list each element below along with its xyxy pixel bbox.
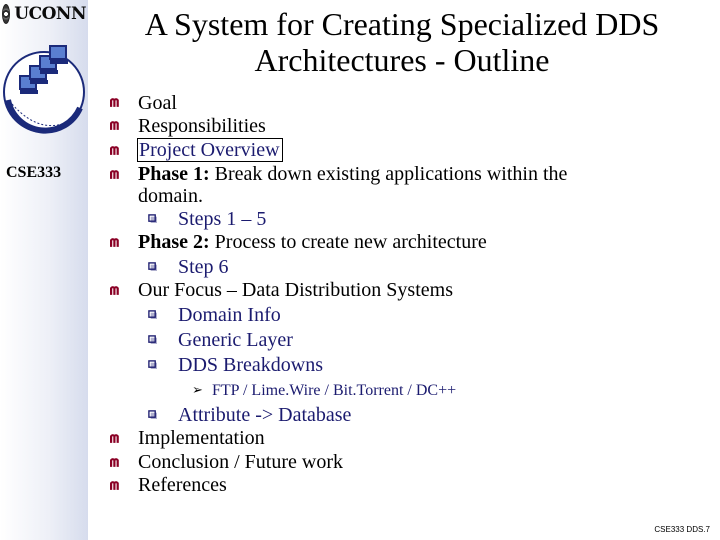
- sub-bullet-step-6: Step 6: [178, 256, 229, 278]
- sub-bullet-icon: [148, 262, 157, 271]
- sub-bullet-icon: [148, 310, 157, 319]
- computer-science-logo-icon: [2, 30, 86, 154]
- sub-bullet-icon: [148, 335, 157, 344]
- bullet-icon: [110, 97, 121, 108]
- slide-footer: CSE333 DDS.7: [654, 525, 710, 534]
- course-label: CSE333: [6, 164, 62, 181]
- sidebar: [0, 0, 88, 540]
- uconn-logo: [2, 2, 86, 26]
- bullet-phase-1: [138, 162, 567, 186]
- phase-1-label: Phase 1:: [138, 163, 210, 185]
- phase-2-text: Process to create new architecture: [209, 231, 487, 253]
- project-overview-link[interactable]: Project Overview: [137, 138, 283, 162]
- arrow-bullet-icon: ➢: [192, 382, 203, 397]
- sub-bullet-icon: [148, 360, 157, 369]
- sub-bullet-icon: [148, 214, 157, 223]
- sub-bullet-attribute-database: Attribute -> Database: [178, 404, 352, 426]
- bullet-implementation: Implementation: [138, 427, 265, 449]
- uconn-seal-icon: [2, 4, 10, 24]
- bullet-goal: Goal: [138, 92, 177, 114]
- sub-sub-bullet-ftp: FTP / Lime.Wire / Bit.Torrent / DC++: [212, 382, 457, 399]
- bullet-icon: [110, 237, 121, 248]
- sub-bullet-generic-layer: Generic Layer: [178, 329, 293, 351]
- phase-2-label: Phase 2:: [138, 231, 210, 253]
- bullet-icon: [110, 145, 121, 156]
- bullet-icon: [110, 285, 121, 296]
- bullet-responsibilities: Responsibilities: [138, 115, 266, 137]
- bullet-our-focus: Our Focus – Data Distribution Systems: [138, 279, 453, 301]
- slide-title: [92, 6, 712, 78]
- sub-bullet-icon: [148, 410, 157, 419]
- bullet-icon: [110, 480, 121, 491]
- phase-1-text: Break down existing applications within the: [209, 163, 568, 185]
- bullet-project-overview: [138, 138, 283, 162]
- uconn-logo-text: UCONN: [14, 4, 86, 24]
- bullet-conclusion: Conclusion / Future work: [138, 451, 343, 473]
- bullet-phase-2: [138, 230, 487, 254]
- phase-1-continuation: domain.: [138, 185, 203, 207]
- bullet-references: References: [138, 474, 227, 496]
- sub-bullet-steps: Steps 1 – 5: [178, 208, 267, 230]
- bullet-icon: [110, 120, 121, 131]
- title-line-2: Architectures - Outline: [254, 42, 550, 78]
- bullet-icon: [110, 433, 121, 444]
- sub-bullet-dds-breakdowns: DDS Breakdowns: [178, 354, 323, 376]
- bullet-icon: [110, 169, 121, 180]
- title-line-1: A System for Creating Specialized DDS: [144, 6, 660, 42]
- bullet-icon: [110, 457, 121, 468]
- sub-bullet-domain-info: Domain Info: [178, 304, 281, 326]
